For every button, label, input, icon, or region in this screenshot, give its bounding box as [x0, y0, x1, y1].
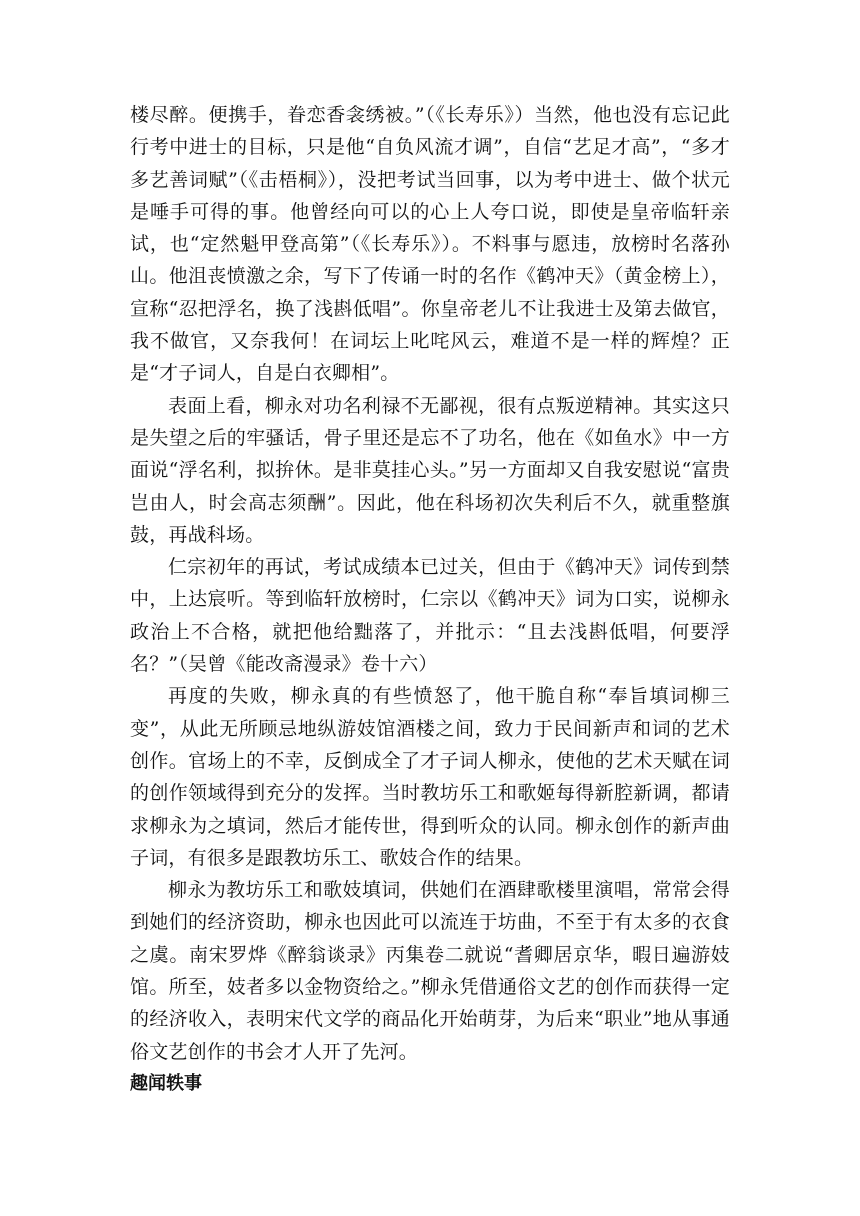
paragraph-continued: 楼尽醉。便携手，眷恋香衾绣被。”（《长寿乐》）当然，他也没有忘记此行考中进士的目标，只是他“自负风流才调”，自信“艺足才高”，“多才多艺善词赋”（《击梧桐》），没把考试当回事，以为考中进士、做个状元是唾手可得的事。他曾经向可以的心上人夸口说，即使是皇帝临轩亲试，也“定然魁甲登高第”（《长寿乐》）。不料事与愿违，放榜时名落孙山。他沮丧愤激之余，写下了传诵一时的名作《鹤冲天》（黄金榜上），宣称“忍把浮名，换了浅斟低唱”。你皇帝老儿不让我进士及第去做官，我不做官，又奈我何！在词坛上叱咤风云，难道不是一样的辉煌？正是“才子词人，自是白衣卿相”。 [130, 104, 730, 385]
paragraph-4: 再度的失败，柳永真的有些愤怒了，他干脆自称“奉旨填词柳三变”，从此无所顾忌地纵游妓馆酒楼之间，致力于民间新声和词的艺术创作。官场上的不幸，反倒成全了才子词人柳永，使他的艺术天赋在词的创作领域得到充分的发挥。当时教坊乐工和歌姬每得新腔新调，都请求柳永为之填词，然后才能传世，得到听众的认同。柳永创作的新声曲子词，有很多是跟教坊乐工、歌妓合作的结果。 [130, 685, 730, 869]
document-page [130, 99, 730, 1100]
section-heading: 趣闻轶事 [130, 1072, 202, 1094]
paragraph-5: 柳永为教坊乐工和歌妓填词，供她们在酒肆歌楼里演唱，常常会得到她们的经济资助，柳永也因此可以流连于坊曲，不至于有太多的衣食之虞。南宋罗烨《醉翁谈录》丙集卷二就说“耆卿居京华，暇日遍游妓馆。所至，妓者多以金物资给之。”柳永凭借通俗文艺的创作而获得一定的经济收入，表明宋代文学的商品化开始萌芽，为后来“职业”地从事通俗文艺创作的书会才人开了先河。 [130, 879, 730, 1063]
paragraph-3: 仁宗初年的再试，考试成绩本已过关，但由于《鹤冲天》词传到禁中，上达宸听。等到临轩放榜时，仁宗以《鹤冲天》词为口实，说柳永政治上不合格，就把他给黜落了，并批示：“且去浅斟低唱，何要浮名？”（吴曾《能改斋漫录》卷十六） [130, 556, 730, 676]
paragraph-2: 表面上看，柳永对功名利禄不无鄙视，很有点叛逆精神。其实这只是失望之后的牢骚话，骨子里还是忘不了功名，他在《如鱼水》中一方面说“浮名利，拟拚休。是非莫挂心头。”另一方面却又自我安慰说“富贵岂由人，时会高志须酬”。因此，他在科场初次失利后不久，就重整旗鼓，再战科场。 [130, 394, 730, 546]
